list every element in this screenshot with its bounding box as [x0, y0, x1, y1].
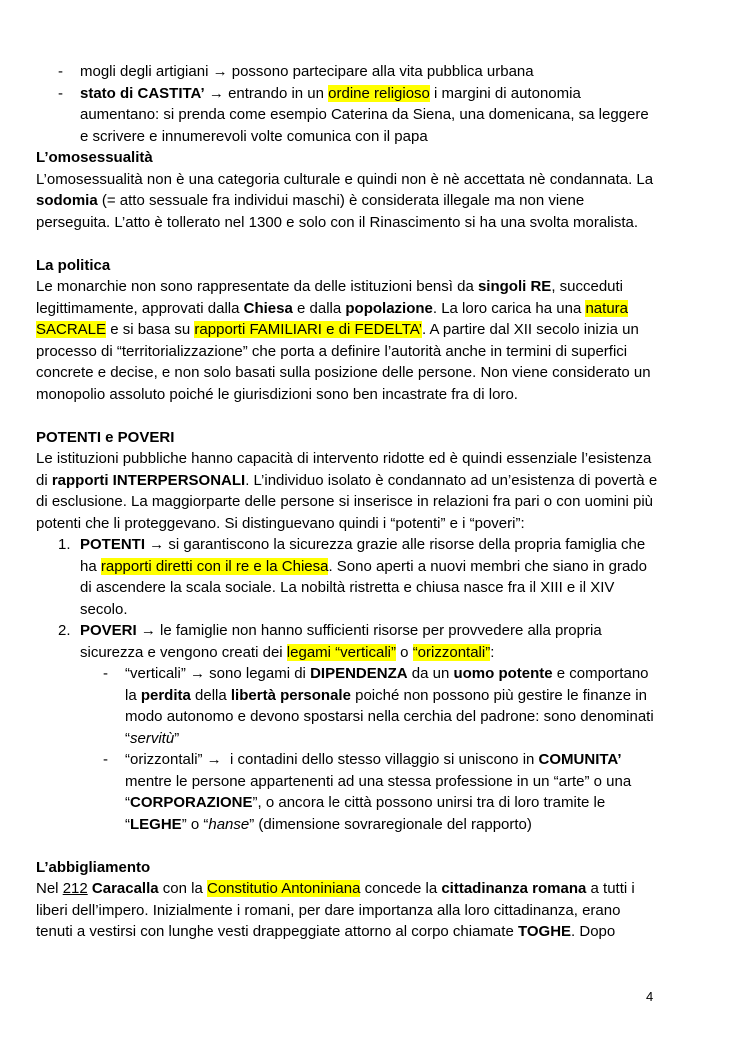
text-line — [0, 212, 744, 234]
text-run: “ — [125, 815, 130, 833]
line-text — [80, 126, 428, 148]
section-heading — [0, 857, 744, 879]
line-text — [36, 491, 653, 513]
list-bullet: - — [103, 751, 108, 768]
highlighted-text: ordine religioso — [328, 84, 430, 102]
text-line — [0, 599, 744, 621]
text-line — [0, 61, 744, 83]
highlighted-text: rapporti diretti con il re e la Chiesa — [100, 557, 329, 575]
bold-text: POTENTI e POVERI — [36, 428, 175, 446]
text-run: Le monarchie non sono rappresentate da delle istituzioni bensì da — [36, 278, 478, 295]
text-line — [0, 685, 744, 707]
text-run: mentre le persone appartenenti ad una stessa professione in un “arte” o una — [125, 772, 632, 790]
bold-text: TOGHE — [517, 923, 572, 940]
line-text — [36, 513, 525, 535]
line-text — [125, 728, 179, 750]
text-line — [0, 556, 744, 578]
text-run: mogli degli artigiani → possono partecipare alla vita pubblica urbana — [80, 63, 534, 80]
list-number: 1. — [58, 536, 71, 553]
list-number: 2. — [58, 622, 71, 639]
list-bullet: - — [58, 63, 63, 80]
line-text — [125, 685, 647, 707]
text-run: (= atto sessuale fra individui maschi) è considerata illegale ma non viene — [97, 192, 585, 209]
line-text — [36, 448, 651, 470]
bold-text: Chiesa — [243, 299, 293, 317]
highlighted-text: natura — [585, 299, 629, 317]
bold-text: cittadinanza romana — [441, 880, 587, 897]
text-run: secolo. — [80, 600, 128, 618]
text-line — [0, 620, 744, 642]
text-run: → si garantiscono la sicurezza grazie alle risorse della propria famiglia che — [145, 536, 646, 553]
text-line — [0, 534, 744, 556]
line-text — [36, 900, 620, 922]
text-run: “ — [125, 729, 130, 747]
highlighted-text: SACRALE — [36, 321, 107, 338]
text-run: Le istituzioni pubbliche hanno capacità di intervento ridotte ed è quindi essenziale l’esistenza — [36, 450, 652, 467]
text-run: aumentano: si prenda come esempio Caterina da Siena, una domenicana, sa leggere — [80, 106, 649, 123]
text-line — [0, 921, 744, 943]
text-run: con la — [158, 880, 207, 897]
section-heading — [0, 147, 744, 169]
line-text — [36, 857, 150, 879]
text-run: “orizzontali” → i contadini dello stesso villaggio si uniscono in — [125, 751, 539, 768]
text-line — [0, 642, 744, 664]
line-text — [36, 341, 627, 363]
text-line — [0, 448, 744, 470]
text-run: . La loro carica ha una — [432, 299, 586, 317]
line-text — [36, 212, 638, 234]
highlighted-text: “orizzontali” — [412, 643, 491, 661]
line-text — [36, 190, 584, 212]
text-run: e dalla — [292, 299, 346, 317]
text-line — [0, 276, 744, 298]
text-run: la — [125, 686, 141, 704]
text-line — [0, 169, 744, 191]
bold-text: L’abbigliamento — [36, 858, 151, 876]
text-run: i margini di autonomia — [429, 84, 581, 102]
text-run: → entrando in un — [204, 84, 329, 102]
bold-text: DIPENDENZA — [310, 665, 408, 682]
line-text — [80, 104, 649, 126]
line-text — [125, 706, 654, 728]
text-run: processo di “territorializzazione” che porta a definire l’autorità anche in termini di superfici — [36, 342, 628, 360]
bold-text: POVERI — [80, 622, 137, 639]
line-text — [36, 362, 651, 384]
line-text — [36, 319, 639, 341]
line-text — [36, 470, 657, 492]
line-text — [80, 577, 614, 599]
line-text — [125, 814, 532, 836]
bold-text: stato di CASTITA’ — [80, 84, 205, 102]
text-run: → le famiglie non hanno sufficienti risorse per provvedere alla propria — [136, 622, 602, 639]
blank-line — [0, 835, 744, 857]
italic-text: hanse — [208, 815, 250, 833]
highlighted-text: rapporti FAMILIARI e di FEDELTA’ — [194, 321, 422, 338]
bold-text: rapporti INTERPERSONALI — [51, 471, 246, 489]
line-text — [80, 534, 645, 556]
line-text — [80, 83, 581, 105]
text-line — [0, 878, 744, 900]
italic-text: servitù — [130, 729, 175, 747]
text-run: potenti che li proteggevano. Si distinguevano quindi i “potenti” e i “poveri”: — [36, 514, 525, 532]
text-line — [0, 900, 744, 922]
text-run: . Dopo — [571, 923, 616, 940]
line-text — [36, 147, 153, 169]
text-line — [0, 126, 744, 148]
text-run: . L’individuo isolato è condannato ad un’esistenza di povertà e — [245, 471, 658, 489]
bold-text: popolazione — [345, 299, 433, 317]
blank-line — [0, 233, 744, 255]
section-heading — [0, 255, 744, 277]
text-run: ” — [174, 729, 180, 747]
text-run: . A partire dal XII secolo inizia un — [422, 321, 639, 338]
text-run: perseguita. L’atto è tollerato nel 1300 e solo con il Rinascimento si ha una svolta moralista. — [36, 213, 639, 231]
text-line — [0, 298, 744, 320]
text-run: di esclusione. La maggiorparte delle persone si inserisce in relazioni fra pari o con uomini più — [36, 493, 653, 510]
text-run: legittimamente, approvati dalla — [36, 299, 244, 317]
line-text — [80, 642, 494, 664]
highlighted-text: legami “verticali” — [286, 643, 396, 661]
text-run: ”, o ancora le città possono unirsi tra di loro tramite le — [252, 794, 606, 811]
text-run: a tutti i — [586, 880, 635, 897]
bold-text: CORPORAZIONE — [130, 794, 253, 811]
line-text — [36, 255, 110, 277]
text-line — [0, 470, 744, 492]
bold-text: La politica — [36, 256, 111, 274]
text-run: Nel — [36, 880, 63, 897]
text-run: : — [490, 643, 495, 661]
bold-text: libertà personale — [230, 686, 351, 704]
text-run: ha — [80, 557, 101, 575]
text-run: monopolio assoluto poiché le giurisdizioni sono ben incastrate fra di loro. — [36, 385, 518, 403]
text-run: della — [190, 686, 231, 704]
text-run: ” o “ — [181, 815, 209, 833]
line-text — [36, 921, 615, 943]
list-bullet: - — [58, 84, 63, 102]
text-run: concrete e decise, e non solo basati sulla posizione delle persone. Non viene considerato un — [36, 364, 651, 381]
text-run: L’omosessualità non è una categoria culturale e quindi non è nè accettata nè condannata. La — [36, 170, 654, 188]
text-run: liberi dell’impero. Inizialmente i romani, per dare importanza alla loro cittadinanza, erano — [36, 901, 621, 919]
text-run: ” (dimensione sovraregionale del rapporto) — [249, 815, 532, 833]
bold-text: singoli RE — [477, 278, 552, 295]
text-line — [0, 362, 744, 384]
highlighted-text: Constitutio Antoniniana — [206, 880, 361, 897]
text-line — [0, 341, 744, 363]
text-run: tenuti a vestirsi con lunghe vesti drappeggiate attorno al corpo chiamate — [36, 923, 518, 940]
line-text — [125, 663, 649, 685]
line-text — [80, 61, 534, 83]
page-body — [0, 61, 744, 943]
text-line — [0, 190, 744, 212]
underlined-text: 212 — [62, 880, 88, 897]
text-run: “ — [125, 794, 130, 811]
text-run: e scrivere e innumerevoli volte comunica con il papa — [80, 127, 428, 145]
text-line — [0, 319, 744, 341]
text-line — [0, 384, 744, 406]
bold-text: Caracalla — [91, 880, 159, 897]
bold-text: L’omosessualità — [36, 149, 153, 166]
text-line — [0, 491, 744, 513]
text-run: e si basa su — [106, 321, 195, 338]
line-text — [80, 556, 647, 578]
text-line — [0, 513, 744, 535]
section-heading — [0, 427, 744, 449]
text-line — [0, 771, 744, 793]
line-text — [36, 427, 174, 449]
text-run: da un — [407, 665, 454, 682]
text-run: di ascendere la scala sociale. La nobiltà ristretta e chiusa nasce fra il XIII e il XIV — [80, 579, 615, 596]
line-text — [125, 792, 605, 814]
text-run: poiché non possono più gestire le finanze in — [350, 686, 647, 704]
text-run: . Sono aperti a nuovi membri che siano in grado — [328, 557, 647, 575]
text-run: , succeduti — [551, 278, 624, 295]
text-run: modo autonomo e devono spostarsi nella cerchia del padrone: sono denominati — [125, 708, 654, 725]
text-line — [0, 83, 744, 105]
text-line — [0, 792, 744, 814]
text-line — [0, 749, 744, 771]
text-line — [0, 663, 744, 685]
line-text — [36, 878, 635, 900]
bold-text: perdita — [140, 686, 191, 704]
text-run: sicurezza e vengono creati dei — [80, 643, 287, 661]
line-text — [80, 599, 128, 621]
line-text — [36, 276, 623, 298]
page-number: 4 — [646, 989, 654, 1004]
line-text — [125, 771, 631, 793]
line-text — [36, 169, 653, 191]
list-bullet: - — [103, 665, 108, 682]
text-line — [0, 577, 744, 599]
line-text — [125, 749, 622, 771]
line-text — [36, 384, 518, 406]
text-run: concede la — [360, 880, 442, 897]
line-text — [80, 620, 602, 642]
blank-line — [0, 405, 744, 427]
text-run: di — [36, 471, 52, 489]
text-line — [0, 104, 744, 126]
text-run: o — [396, 643, 413, 661]
line-text — [36, 298, 628, 320]
text-line — [0, 728, 744, 750]
bold-text: POTENTI — [80, 536, 146, 553]
text-run: e comportano — [552, 665, 649, 682]
bold-text: LEGHE — [130, 815, 182, 833]
bold-text: sodomia — [36, 192, 98, 209]
text-run: “verticali” → sono legami di — [125, 665, 311, 682]
text-line — [0, 814, 744, 836]
text-line — [0, 706, 744, 728]
bold-text: COMUNITA’ — [538, 751, 622, 768]
bold-text: uomo potente — [453, 665, 553, 682]
